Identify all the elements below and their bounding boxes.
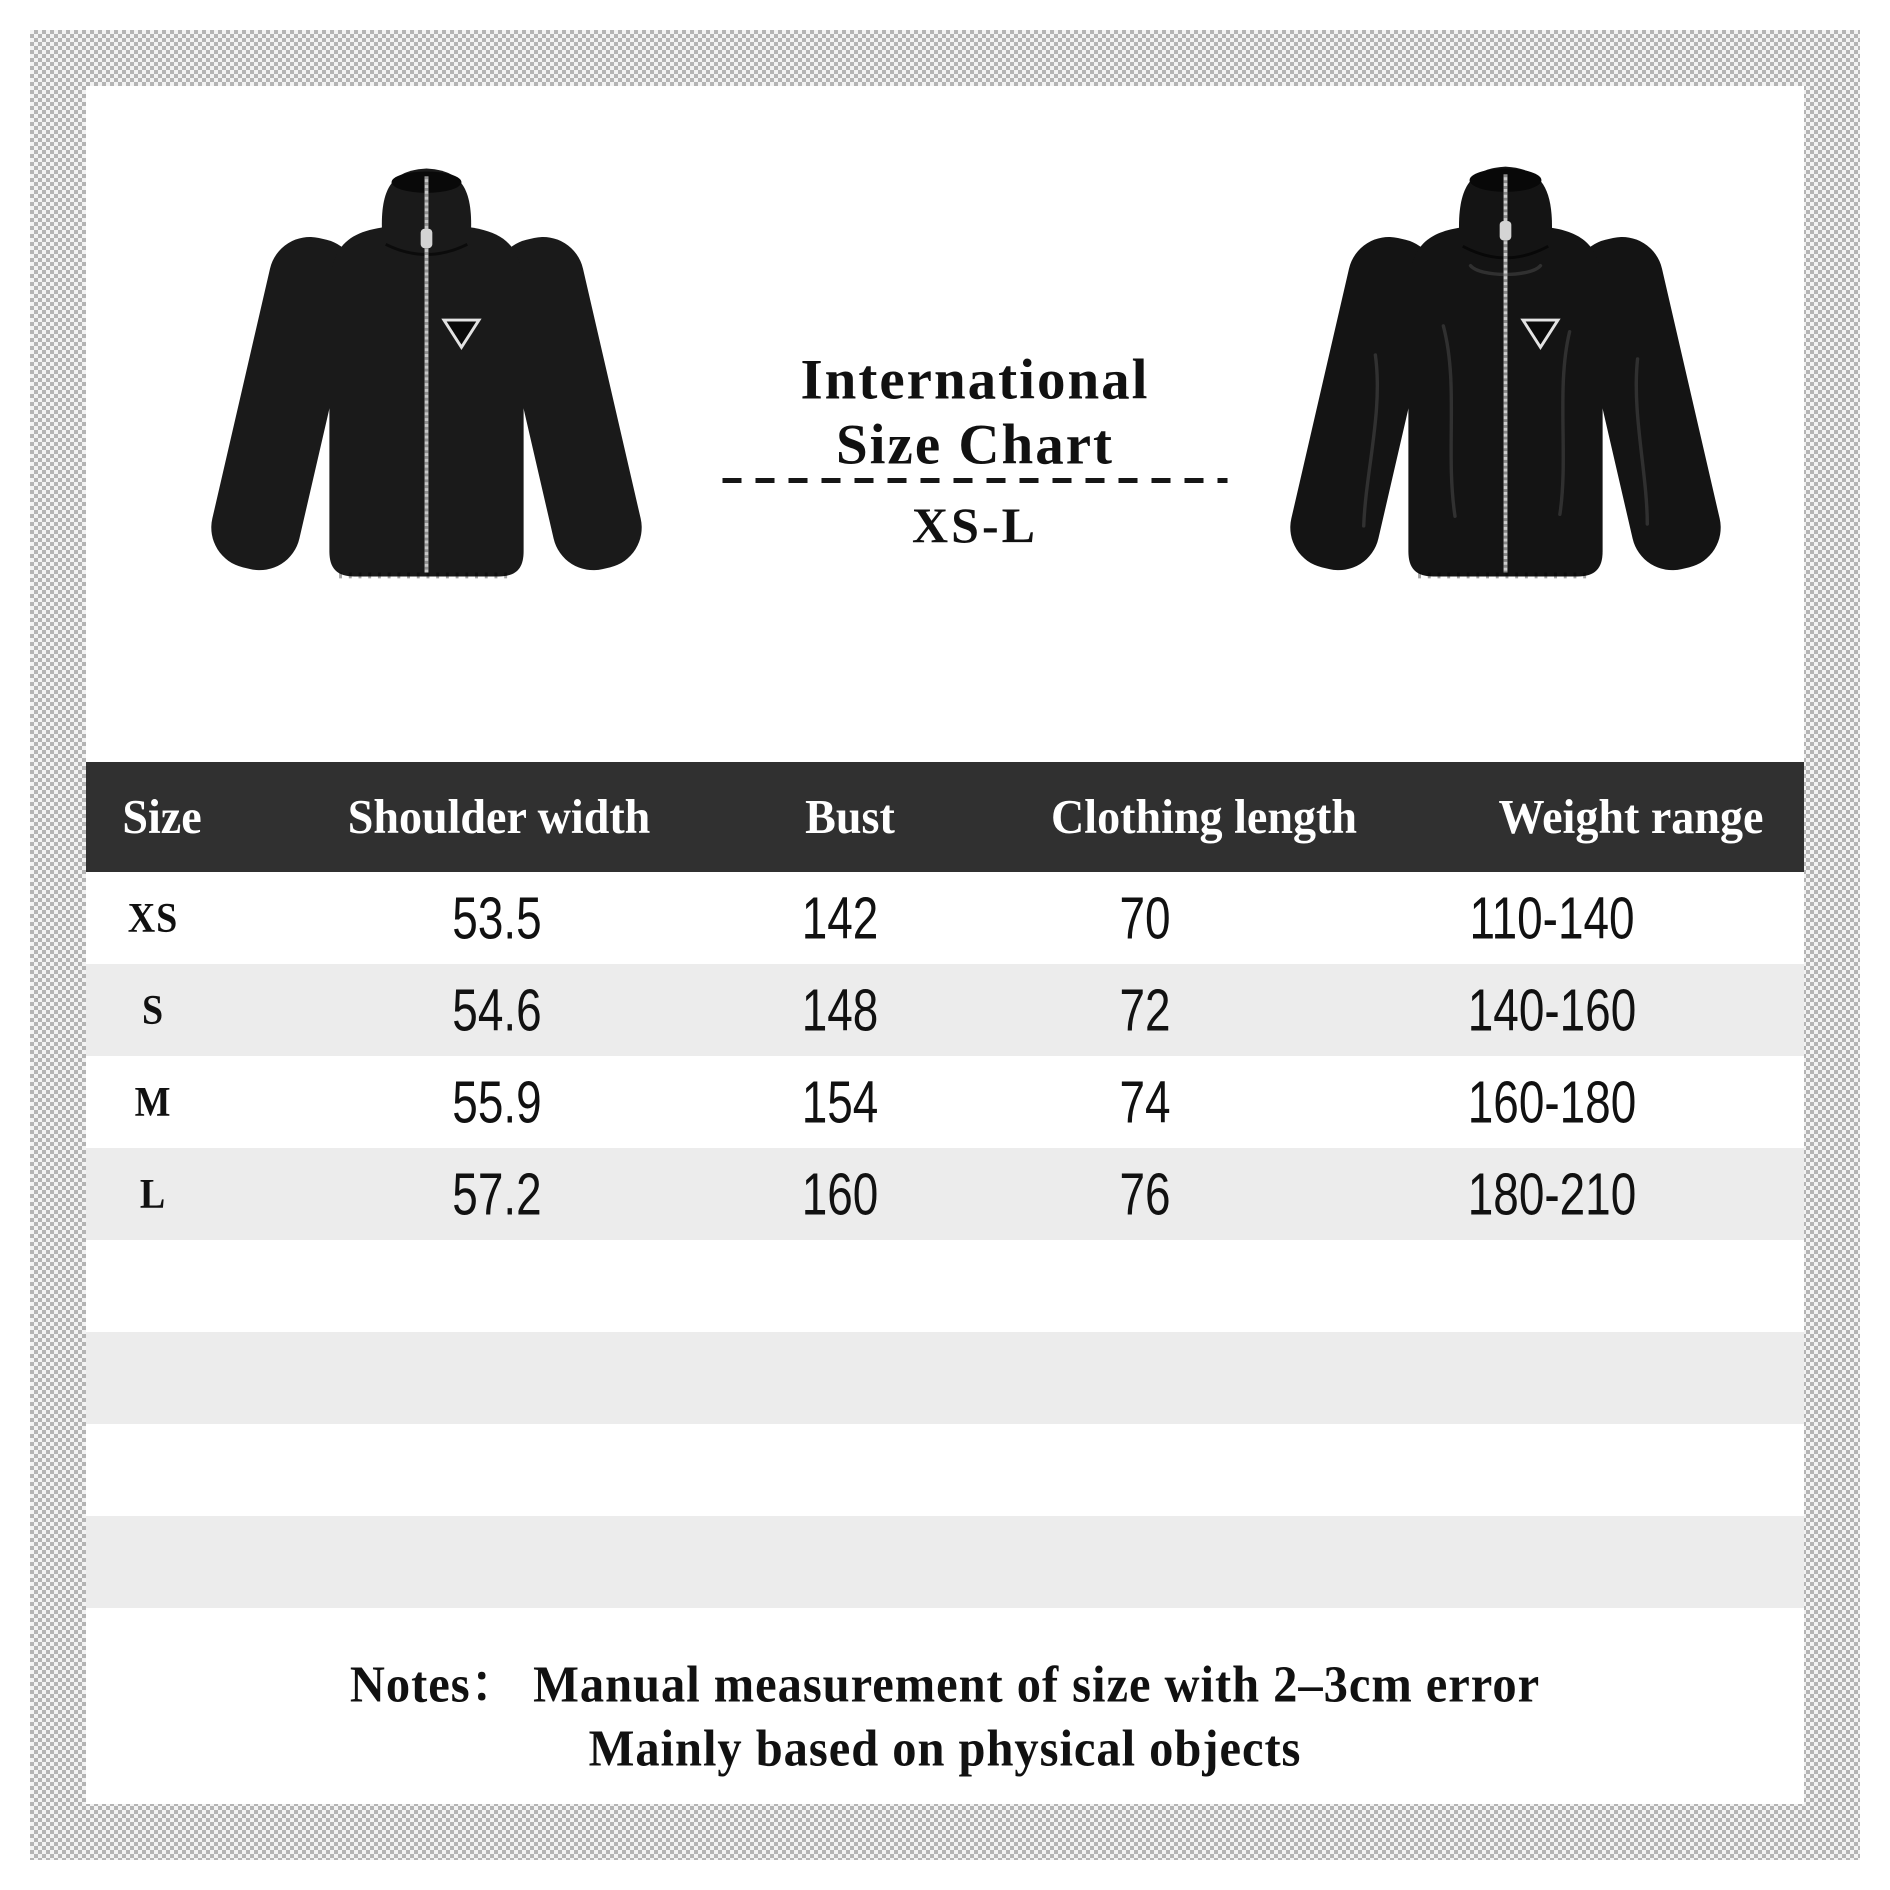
cell-size: L xyxy=(139,1170,167,1218)
table-row-s xyxy=(86,964,1804,1056)
table-row-l xyxy=(86,1148,1804,1240)
cell-weight-range: 110-140 xyxy=(1469,884,1635,952)
cell-shoulder-width: 57.2 xyxy=(452,1160,542,1228)
size-range-label: XS-L xyxy=(912,497,1038,553)
column-header-bust: Bust xyxy=(805,789,895,845)
empty-table-row xyxy=(86,1424,1804,1516)
cell-weight-range: 140-160 xyxy=(1467,976,1637,1044)
empty-table-row xyxy=(86,1332,1804,1424)
table-header-row xyxy=(86,762,1804,872)
table-row-m xyxy=(86,1056,1804,1148)
cell-bust: 154 xyxy=(801,1068,879,1136)
cell-weight-range: 160-180 xyxy=(1467,1068,1637,1136)
page-title-line2: Size Chart xyxy=(835,413,1115,477)
notes-line1: Notes： Manual measurement of size with 2–3cm error xyxy=(349,1655,1541,1713)
table-row-xs xyxy=(86,872,1804,964)
column-header-weight-range: Weight range xyxy=(1498,789,1764,845)
cell-clothing-length: 70 xyxy=(1119,884,1171,952)
zipper-pull xyxy=(421,229,433,248)
dashed-divider xyxy=(723,478,1228,483)
content-area xyxy=(86,86,1804,1804)
notes-line2: Mainly based on physical objects xyxy=(588,1719,1302,1777)
cell-clothing-length: 72 xyxy=(1119,976,1171,1044)
cell-bust: 148 xyxy=(801,976,879,1044)
cell-clothing-length: 74 xyxy=(1119,1068,1171,1136)
nylon-jacket-image xyxy=(1253,120,1758,625)
cell-shoulder-width: 54.6 xyxy=(452,976,542,1044)
zipper-pull xyxy=(1500,221,1512,240)
cell-clothing-length: 76 xyxy=(1119,1160,1171,1228)
fleece-jacket-image xyxy=(174,120,679,625)
page-title-line1: International xyxy=(800,348,1150,412)
column-header-clothing-length: Clothing length xyxy=(1051,789,1357,845)
cell-size: XS xyxy=(127,894,179,942)
column-header-shoulder-width: Shoulder width xyxy=(347,789,651,845)
cell-size: M xyxy=(134,1078,172,1126)
cell-shoulder-width: 55.9 xyxy=(452,1068,542,1136)
column-header-size: Size xyxy=(122,789,202,845)
cell-size: S xyxy=(141,986,165,1034)
cell-shoulder-width: 53.5 xyxy=(452,884,542,952)
empty-table-row xyxy=(86,1516,1804,1608)
cell-weight-range: 180-210 xyxy=(1467,1160,1637,1228)
cell-bust: 142 xyxy=(801,884,879,952)
cell-bust: 160 xyxy=(801,1160,879,1228)
empty-table-row xyxy=(86,1240,1804,1332)
